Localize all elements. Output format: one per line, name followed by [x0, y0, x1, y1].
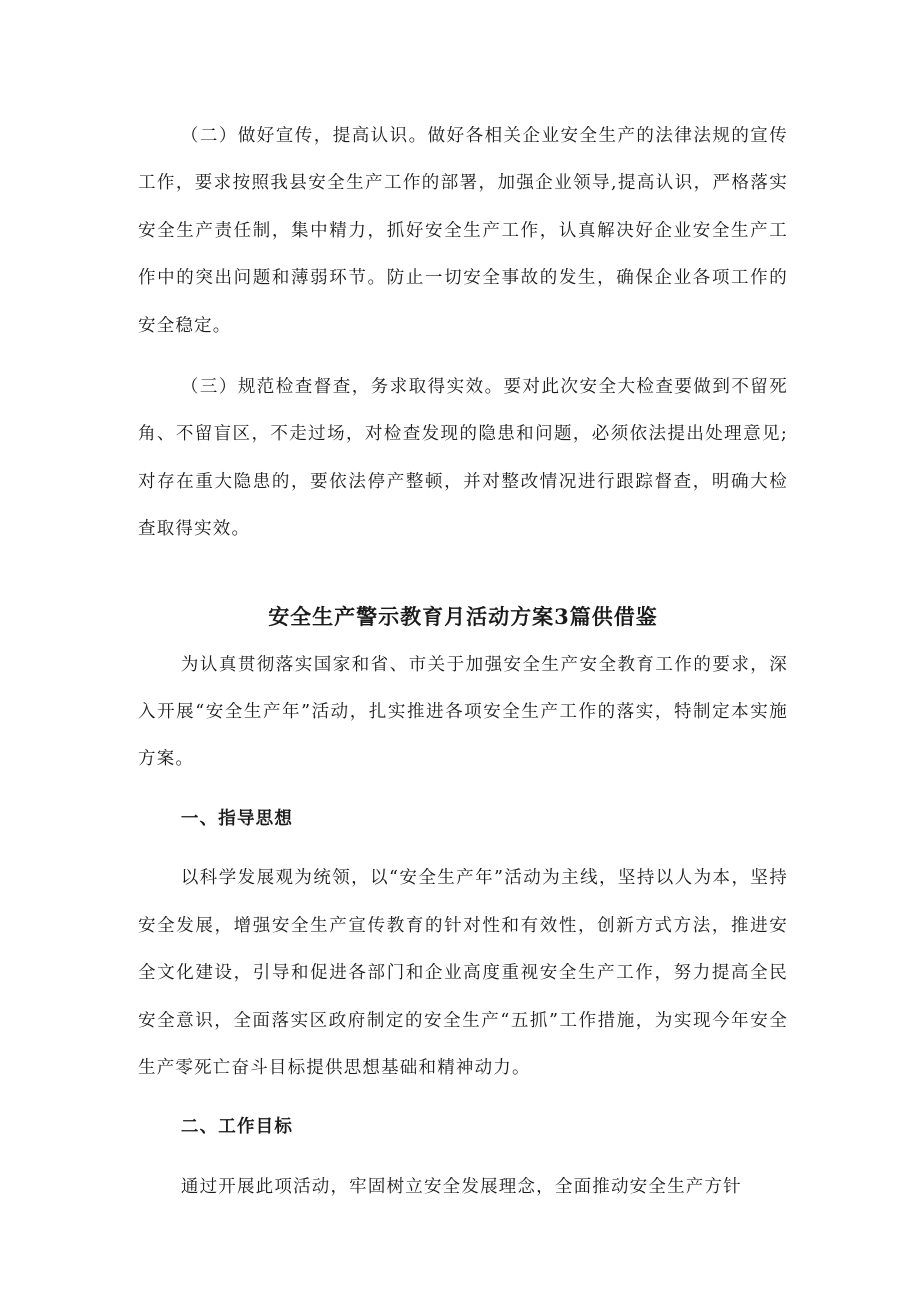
section-heading-guiding-ideology: 一、指导思想	[180, 808, 294, 829]
paragraph-intro: 为认真贯彻落实国家和省、市关于加强安全生产安全教育工作的要求，深入开展“安全生产年”活动，扎实推进各项安全生产工作的落实，特制定本实施方案。	[138, 654, 788, 770]
document-title: 安全生产警示教育月活动方案3篇供借鉴	[268, 603, 658, 629]
paragraph-inspection: （三）规范检查督查，务求取得实效。要对此次安全大检查要做到不留死角、不留盲区，不走过场，对检查发现的隐患和问题，必须依法提出处理意见;对存在重大隐患的，要依法停产整顿，并对整改情况进行跟踪督查，明确大检查取得实效。	[138, 377, 788, 540]
document-body	[138, 113, 788, 1211]
paragraph-publicity: （二）做好宣传，提高认识。做好各相关企业安全生产的法律法规的宣传工作，要求按照我县安全生产工作的部署，加强企业领导,提高认识，严格落实安全生产责任制，集中精力，抓好安全生产工作，认真解决好企业安全生产工作中的突出问题和薄弱环节。防止一切安全事故的发生，确保企业各项工作的安全稳定。	[138, 126, 788, 336]
paragraph-guiding-ideology: 以科学发展观为统领，以“安全生产年”活动为主线，坚持以人为本，坚持安全发展，增强安全生产宣传教育的针对性和有效性，创新方式方法，推进安全文化建设，引导和促进各部门和企业高度重视安全生产工作，努力提高全民安全意识，全面落实区政府制定的安全生产“五抓”工作措施，为实现今年安全生产零死亡奋斗目标提供思想基础和精神动力。	[138, 868, 788, 1078]
paragraph-work-goals: 通过开展此项活动，牢固树立安全发展理念，全面推动安全生产方针	[180, 1176, 742, 1197]
section-heading-work-goals: 二、工作目标	[180, 1117, 294, 1138]
